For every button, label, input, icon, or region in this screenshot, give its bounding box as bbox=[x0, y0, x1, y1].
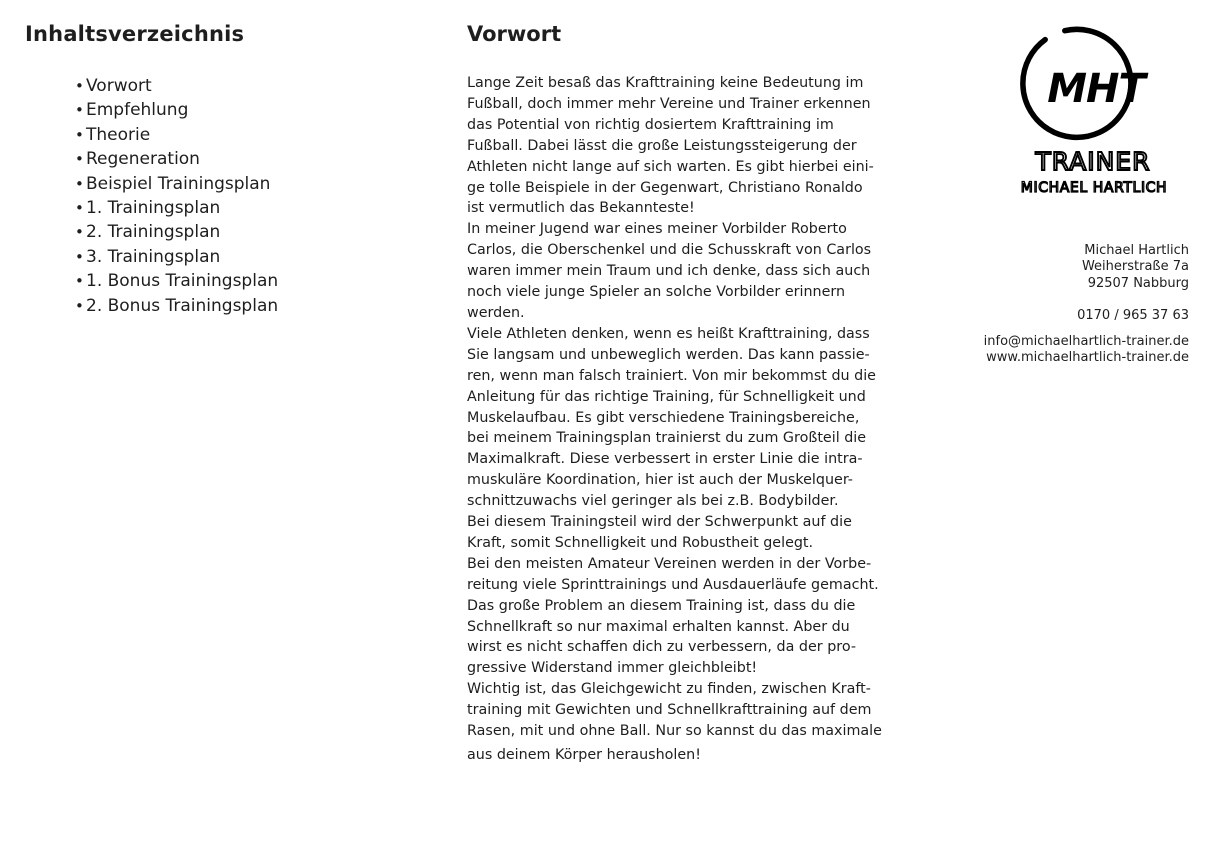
toc-item-label: Beispiel Trainingsplan bbox=[86, 173, 271, 194]
foreword-line: Fußball. Dabei lässt die große Leistungssteigerung der bbox=[467, 137, 857, 154]
foreword-line: muskuläre Koordination, hier ist auch der Muskelquer- bbox=[467, 472, 853, 489]
toc-item-label: Vorwort bbox=[86, 76, 152, 96]
toc-item-label: Empfehlung bbox=[86, 100, 189, 121]
foreword-line: Rasen, mit und ohne Ball. Nur so kannst du das maximale bbox=[467, 723, 882, 740]
contact-street: Weiherstraße 7a bbox=[1081, 259, 1189, 275]
bullet-icon: • bbox=[75, 125, 84, 144]
foreword-line: Anleitung für das richtige Training, für Schnelligkeit und bbox=[467, 388, 866, 405]
mht-trainer-logo bbox=[990, 22, 1200, 197]
foreword-line: Athleten nicht lange auf sich warten. Es gibt hierbei eini- bbox=[467, 158, 874, 175]
foreword-line: aus deinem Körper herausholen! bbox=[467, 747, 701, 763]
foreword-line: Bei den meisten Amateur Vereinen werden in der Vorbe- bbox=[467, 555, 872, 572]
table-of-contents bbox=[25, 20, 425, 316]
contact-phone[interactable]: 0170 / 965 37 63 bbox=[1077, 308, 1189, 324]
bullet-icon: • bbox=[75, 272, 84, 291]
foreword-line: waren immer mein Traum und ich denke, dass sich auch bbox=[467, 263, 871, 280]
toc-item-label: 1. Trainingsplan bbox=[86, 198, 221, 219]
foreword-line: Wichtig ist, das Gleichgewicht zu finden, zwischen Kraft- bbox=[467, 681, 871, 698]
foreword-line: Schnellkraft so nur maximal erhalten kannst. Aber du bbox=[467, 618, 850, 635]
contact-city: 92507 Nabburg bbox=[1087, 275, 1189, 291]
foreword-heading: Vorwort bbox=[467, 22, 562, 46]
toc-item[interactable] bbox=[75, 147, 278, 171]
foreword-line: bei meinem Trainingsplan trainierst du zum Großteil die bbox=[467, 430, 867, 447]
bullet-icon: • bbox=[75, 101, 84, 120]
toc-item-label: 1. Bonus Trainingsplan bbox=[86, 271, 279, 292]
foreword-line: Fußball, doch immer mehr Vereine und Trainer erkennen bbox=[467, 95, 871, 112]
foreword-line: ge tolle Beispiele in der Gegenwart, Christiano Ronaldo bbox=[467, 179, 863, 196]
toc-item-label: 2. Bonus Trainingsplan bbox=[86, 295, 279, 316]
toc-item[interactable] bbox=[75, 74, 278, 98]
bullet-icon: • bbox=[75, 174, 84, 193]
foreword-line: reitung viele Sprinttrainings und Ausdauerläufe gemacht. bbox=[467, 576, 879, 593]
contact-name: Michael Hartlich bbox=[1084, 243, 1189, 258]
foreword-line: gressive Widerstand immer gleichbleibt! bbox=[467, 660, 758, 677]
toc-item[interactable] bbox=[75, 123, 278, 147]
toc-item[interactable] bbox=[75, 220, 278, 244]
toc-item-label: 2. Trainingsplan bbox=[86, 222, 221, 243]
bullet-icon: • bbox=[75, 296, 84, 315]
foreword-line: werden. bbox=[467, 304, 525, 321]
toc-item[interactable] bbox=[75, 245, 278, 269]
foreword-line: wirst es nicht schaffen dich zu verbessern, da der pro- bbox=[467, 639, 857, 656]
toc-item[interactable] bbox=[75, 294, 278, 318]
logo-initials: MHT bbox=[1047, 66, 1145, 112]
foreword-line: Das große Problem an diesem Training ist, dass du die bbox=[467, 597, 856, 614]
foreword-line: Kraft, somit Schnelligkeit und Robustheit gelegt. bbox=[467, 534, 814, 551]
bullet-icon: • bbox=[75, 199, 84, 218]
toc-item[interactable] bbox=[75, 196, 278, 220]
foreword-line: ren, wenn man falsch trainiert. Von mir bekommst du die bbox=[467, 367, 876, 384]
foreword-line: noch viele junge Spieler an solche Vorbilder erinnern bbox=[467, 284, 846, 301]
logo-word: TRAINER bbox=[1035, 147, 1151, 176]
contact-block bbox=[984, 243, 1189, 366]
foreword-line: ist vermutlich das Bekannteste! bbox=[467, 200, 695, 217]
contact-email[interactable]: info@michaelhartlich-trainer.de bbox=[983, 333, 1189, 349]
foreword-line: Viele Athleten denken, wenn es heißt Krafttraining, dass bbox=[467, 325, 870, 342]
toc-item-label: Regeneration bbox=[86, 149, 200, 170]
toc-list bbox=[75, 74, 278, 318]
foreword-line: In meiner Jugend war eines meiner Vorbilder Roberto bbox=[467, 221, 847, 238]
logo-name: MICHAEL HARTLICH bbox=[1020, 180, 1168, 196]
foreword-line: Sie langsam und unbeweglich werden. Das kann passie- bbox=[467, 346, 870, 363]
toc-item[interactable] bbox=[75, 172, 278, 196]
foreword-line: Carlos, die Oberschenkel und die Schusskraft von Carlos bbox=[467, 242, 872, 259]
foreword-line: training mit Gewichten und Schnellkrafttraining auf dem bbox=[467, 702, 872, 719]
foreword-body bbox=[467, 73, 887, 766]
toc-heading: Inhaltsverzeichnis bbox=[25, 22, 245, 46]
toc-item[interactable] bbox=[75, 98, 278, 122]
toc-item-label: Theorie bbox=[86, 124, 151, 145]
contact-website[interactable]: www.michaelhartlich-trainer.de bbox=[986, 350, 1189, 366]
bullet-icon: • bbox=[75, 247, 84, 266]
toc-item-label: 3. Trainingsplan bbox=[86, 246, 221, 267]
foreword-section bbox=[467, 20, 887, 763]
foreword-line: Bei diesem Trainingsteil wird der Schwerpunkt auf die bbox=[467, 514, 852, 531]
foreword-line: Muskelaufbau. Es gibt verschiedene Trainingsbereiche, bbox=[467, 409, 860, 426]
bullet-icon: • bbox=[75, 77, 84, 95]
spacer bbox=[984, 292, 1189, 308]
bullet-icon: • bbox=[75, 223, 84, 242]
foreword-line: Maximalkraft. Diese verbessert in erster Linie die intra- bbox=[467, 451, 863, 468]
spacer bbox=[984, 325, 1189, 334]
toc-item[interactable] bbox=[75, 269, 278, 293]
foreword-line: Lange Zeit besaß das Krafttraining keine Bedeutung im bbox=[467, 75, 864, 91]
foreword-line: das Potential von richtig dosiertem Krafttraining im bbox=[467, 116, 834, 133]
bullet-icon: • bbox=[75, 150, 84, 169]
foreword-line: schnittzuwachs viel geringer als bei z.B. Bodybilder. bbox=[467, 493, 839, 510]
